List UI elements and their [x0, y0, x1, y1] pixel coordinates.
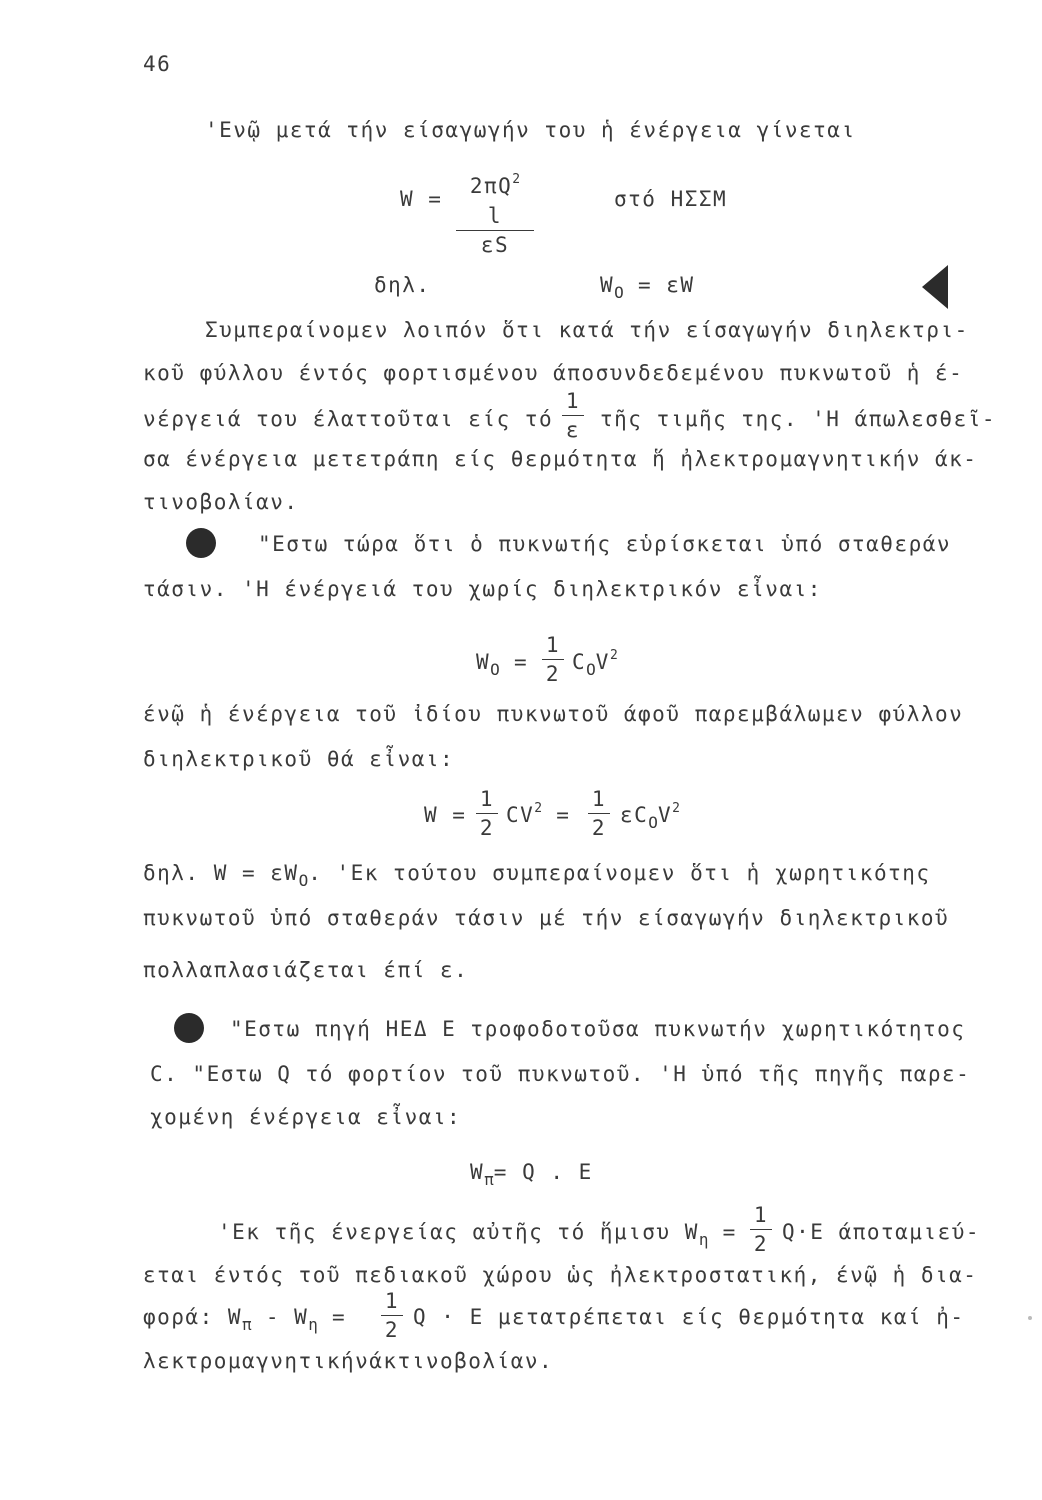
- text-line: Q·E άποταμιεύ-: [782, 1220, 981, 1244]
- text-line: τῆς τιμῆς της. 'Η άπωλεσθεῖ-: [600, 407, 997, 431]
- fraction-den: 2: [479, 816, 495, 840]
- eq4-exponent: 2: [534, 801, 543, 816]
- text-rest: . 'Εκ τούτου συμπεραίνομεν ὅτι ἡ χωρητικότης: [308, 861, 931, 885]
- text-line: διηλεκτρικοῦ θά εἶναι:: [143, 747, 455, 771]
- eq1-num-tail: l: [487, 204, 503, 228]
- text-sub: η: [308, 1315, 318, 1334]
- text-mid: - W: [265, 1305, 309, 1329]
- bullet-icon: [174, 1013, 204, 1043]
- eq3-v: V: [595, 650, 610, 674]
- text-line: σα ένέργεια μετετράπη είς θερμότητα ἥ ἠλεκτρομαγνητικήν άκ-: [143, 447, 978, 471]
- eq1-lhs: W =: [400, 187, 443, 211]
- eq2-sub: O: [614, 283, 624, 302]
- eq5-rhs: = Q . E: [493, 1160, 593, 1184]
- eq1-num: 2πQ: [469, 174, 513, 198]
- text-line: πυκνωτοῦ ὑπό σταθεράν τάσιν μέ τήν είσαγωγήν διηλεκτρικοῦ: [143, 906, 950, 930]
- eq5-w: W: [470, 1160, 485, 1184]
- eq1-exponent: 2: [512, 172, 521, 187]
- eq3-w: W: [476, 650, 491, 674]
- fraction-bar: [562, 415, 584, 416]
- text-line: εται έντός τοῦ πεδιακοῦ χώρου ὡς ἠλεκτροστατική, ένῷ ἡ δια-: [143, 1263, 978, 1287]
- delta-label: δηλ.: [374, 273, 431, 297]
- fraction-den: ε: [565, 418, 581, 442]
- text-line: νέργειά του έλαττοῦται είς τό: [143, 407, 554, 431]
- eq3-c: C: [572, 650, 587, 674]
- text-line: πολλαπλασιάζεται έπί ε.: [143, 958, 469, 982]
- fraction-half: [476, 786, 498, 841]
- eq3-lhs: [476, 650, 529, 679]
- fraction-num: 1: [384, 1289, 400, 1313]
- eq5: [470, 1160, 593, 1189]
- fraction-num: 1: [753, 1203, 769, 1227]
- eq4-mid: [506, 803, 570, 827]
- eq2-rhs: = εW: [623, 273, 695, 297]
- scan-dot: [1028, 1316, 1032, 1320]
- fraction-num: 1: [565, 389, 581, 413]
- eq1-den: εS: [480, 233, 510, 257]
- text-line: Συμπεραίνομεν λοιπόν ὅτι κατά τήν είσαγωγήν διηλεκτρι-: [205, 318, 969, 342]
- fraction-bar: [750, 1229, 772, 1230]
- text-line: "Εστω πηγή ΗΕΔ Ε τροφοδοτοῦσα πυκνωτήν χωρητικότητος: [230, 1017, 966, 1041]
- eq4-rhs: [620, 801, 680, 832]
- text-line: χομένη ένέργεια εἶναι:: [150, 1105, 462, 1129]
- eq5-sub: π: [484, 1170, 494, 1189]
- text-line: λεκτρομαγνητικήνάκτινοβολίαν.: [143, 1349, 554, 1373]
- text-sub: O: [298, 871, 309, 890]
- text-sub: π: [242, 1315, 252, 1334]
- fraction-half: [750, 1202, 772, 1257]
- text-line: [143, 1305, 347, 1334]
- eq4-lhs: W =: [424, 803, 467, 827]
- text-start: 'Εκ τῆς ένεργείας αὐτῆς τό ἥμισυ W: [218, 1220, 699, 1244]
- fraction-den: 2: [384, 1318, 400, 1342]
- fraction-den: 2: [753, 1232, 769, 1256]
- eq3-rhs-sub: O: [586, 660, 596, 679]
- text-eq: =: [332, 1305, 347, 1329]
- page-number: 46: [143, 52, 172, 76]
- fraction-bar: [456, 230, 534, 231]
- fraction-den: 2: [545, 662, 561, 686]
- eq1-note: στό ΗΣΣΜ: [614, 187, 728, 211]
- eq2-lhs: W: [600, 273, 615, 297]
- fraction-half: [381, 1288, 403, 1343]
- fraction-bar: [588, 813, 610, 814]
- eq2: [600, 273, 695, 302]
- text-line: τινοβολίαν.: [143, 490, 299, 514]
- eq4-ec: εC: [620, 803, 649, 827]
- eq4-rhs-sub: O: [648, 813, 658, 832]
- text-eq: =: [722, 1220, 737, 1244]
- text-line: C. "Εστω Q τό φορτίον τοῦ πυκνωτοῦ. 'Η ὑπό τῆς πηγῆς παρε-: [150, 1062, 971, 1086]
- fraction-bar: [542, 659, 564, 660]
- fraction-bar: [381, 1315, 403, 1316]
- fraction-num: 1: [545, 633, 561, 657]
- fraction-one-over-epsilon: [562, 388, 584, 443]
- text-w: δηλ. W = εW: [143, 861, 299, 885]
- text-start: φορά: W: [143, 1305, 243, 1329]
- text-line: [218, 1220, 737, 1249]
- text-sub: η: [698, 1230, 709, 1249]
- eq1-fraction: [456, 173, 534, 258]
- fraction-half: [588, 786, 610, 841]
- text-line: τάσιν. 'Η ένέργειά του χωρίς διηλεκτρικόν εἶναι:: [143, 577, 822, 601]
- fraction-num: 1: [479, 787, 495, 811]
- text-line: κοῦ φύλλου έντός φορτισμένου άποσυνδεδεμένου πυκνωτοῦ ἡ έ-: [143, 361, 964, 385]
- eq4-cv: CV: [506, 803, 535, 827]
- fraction-bar: [476, 813, 498, 814]
- eq4-v: V: [657, 803, 673, 827]
- text-line: [143, 861, 931, 890]
- margin-marker-icon: [922, 265, 948, 309]
- text-line: "Εστω τώρα ὅτι ὁ πυκνωτής εὑρίσκεται ὑπό σταθεράν: [258, 532, 952, 556]
- eq4-eq: =: [542, 803, 571, 827]
- fraction-num: 1: [591, 787, 607, 811]
- eq3-sub: O: [490, 660, 500, 679]
- eq3-eq: =: [499, 650, 529, 674]
- eq4-exponent: 2: [672, 801, 680, 816]
- text-line: 'Ενῷ μετά τήν είσαγωγήν του ἡ ένέργεια γίνεται: [205, 118, 856, 142]
- text-line: ένῷ ἡ ένέργεια τοῦ ἰδίου πυκνωτοῦ άφοῦ παρεμβάλωμεν φύλλον: [143, 702, 964, 726]
- text-line: Q · E μετατρέπεται είς θερμότητα καί ἠ-: [413, 1305, 965, 1329]
- eq3-exponent: 2: [609, 648, 618, 663]
- fraction-half: [542, 632, 564, 687]
- bullet-icon: [186, 528, 216, 558]
- eq3-rhs: [572, 648, 618, 679]
- fraction-den: 2: [591, 816, 607, 840]
